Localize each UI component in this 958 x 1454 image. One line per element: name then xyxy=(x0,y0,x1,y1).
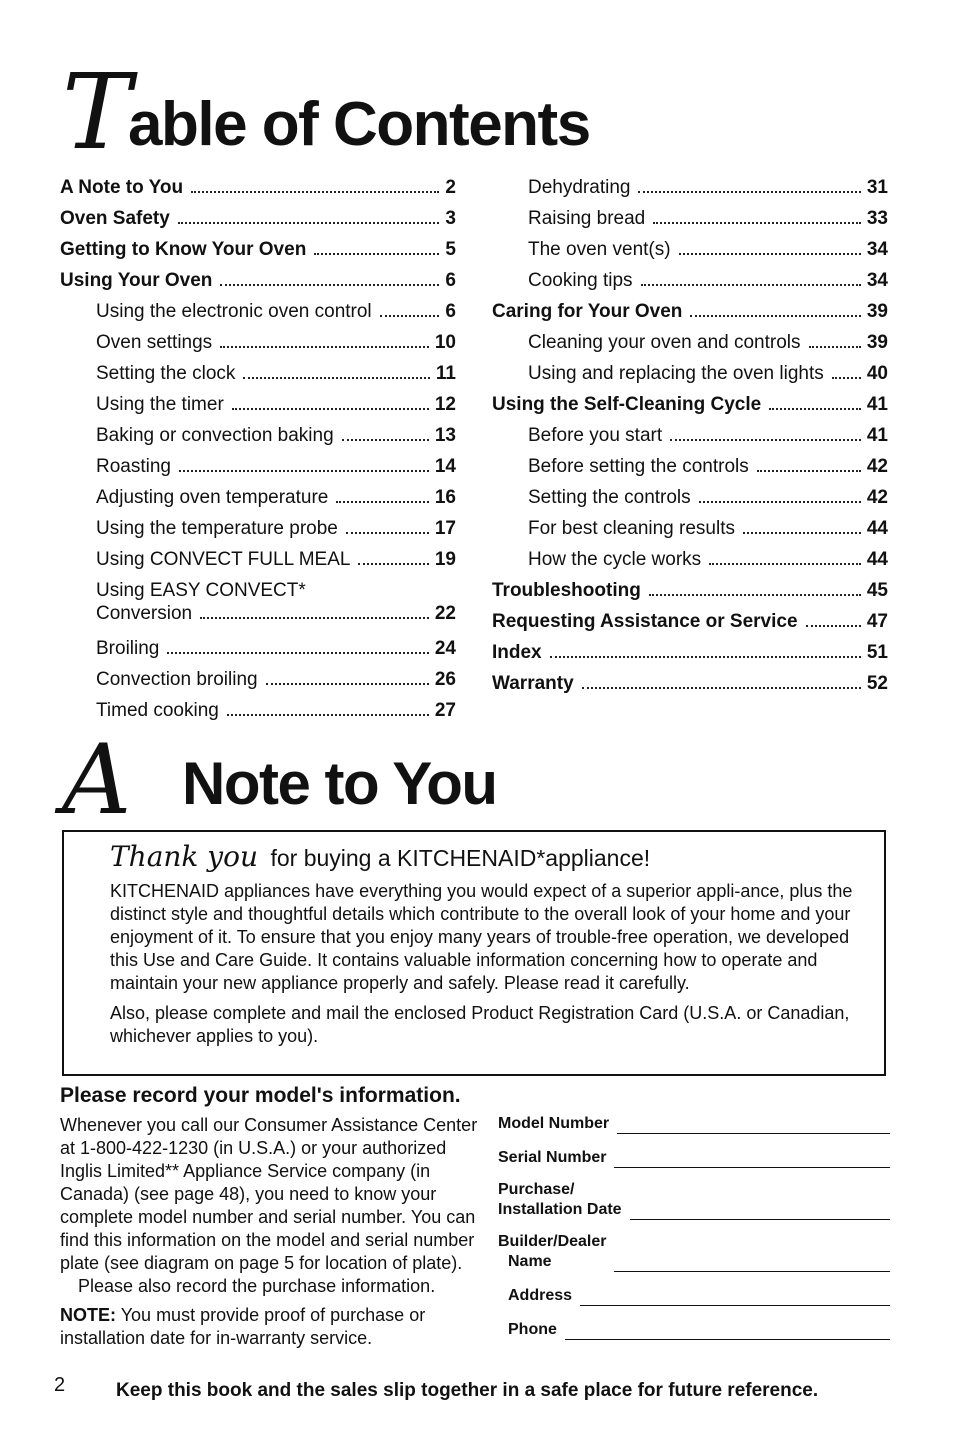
toc-leader-dots xyxy=(809,346,861,348)
toc-entry-label: Dehydrating xyxy=(528,177,631,198)
toc-entry xyxy=(60,296,456,327)
toc-entry-page: 34 xyxy=(866,270,888,291)
toc-entry xyxy=(492,482,888,513)
toc-leader-dots xyxy=(550,656,861,658)
toc-entry-page: 2 xyxy=(445,177,456,198)
thank-you-heading xyxy=(110,840,650,873)
toc-leader-dots xyxy=(380,315,440,317)
toc-leader-dots xyxy=(769,408,861,410)
toc-entry-label: Oven Safety xyxy=(60,208,170,229)
footer-text: Keep this book and the sales slip together in a safe place for future reference. xyxy=(116,1380,819,1401)
phone-field[interactable] xyxy=(498,1320,890,1340)
record-note-label: NOTE: xyxy=(60,1305,116,1325)
toc-entry xyxy=(60,420,456,451)
thank-you-body xyxy=(110,880,854,1055)
address-label: Address xyxy=(508,1287,573,1304)
toc-entry-page: 52 xyxy=(866,673,888,694)
toc-entry-label: Using the Self-Cleaning Cycle xyxy=(492,394,762,415)
address-field[interactable] xyxy=(498,1286,890,1306)
toc-entry xyxy=(492,513,888,544)
builder-label-line2: Name xyxy=(508,1253,552,1270)
note-title-text: Note to You xyxy=(182,750,497,817)
toc-entry xyxy=(60,234,456,265)
toc-entry xyxy=(60,172,456,203)
toc-leader-dots xyxy=(220,346,429,348)
toc-entry xyxy=(492,203,888,234)
toc-leader-dots xyxy=(709,563,861,565)
toc-entry-label: Broiling xyxy=(96,638,160,659)
toc-entry-page: 31 xyxy=(866,177,888,198)
toc-entry xyxy=(492,637,888,668)
thank-you-paragraph-2: Also, please complete and mail the enclosed Product Registration Card (U.S.A. or Canadian, whichever applies to you). xyxy=(110,1003,850,1046)
toc-entry-label: Roasting xyxy=(96,456,171,477)
toc-entry-page: 11 xyxy=(435,363,456,384)
toc-leader-dots xyxy=(358,563,428,565)
toc-leader-dots xyxy=(167,652,428,654)
toc-entry-page: 17 xyxy=(434,518,456,539)
toc-leader-dots xyxy=(679,253,861,255)
toc-entry xyxy=(60,513,456,544)
record-paragraph-2: Please also record the purchase information. xyxy=(78,1276,436,1296)
builder-dealer-line[interactable] xyxy=(614,1253,890,1272)
toc-leader-dots xyxy=(178,222,440,224)
toc-leader-dots xyxy=(832,377,861,379)
toc-entry-page: 19 xyxy=(434,549,456,570)
toc-entry xyxy=(492,296,888,327)
toc-leader-dots xyxy=(690,315,860,317)
model-number-field[interactable] xyxy=(498,1114,890,1134)
toc-entry-page: 41 xyxy=(866,425,888,446)
toc-entry-page: 26 xyxy=(434,669,456,690)
purchase-label-line2: Installation Date xyxy=(498,1201,622,1218)
toc-entry-page: 51 xyxy=(866,642,888,663)
phone-line[interactable] xyxy=(565,1321,890,1340)
toc-entry-page: 44 xyxy=(866,549,888,570)
toc-leader-dots xyxy=(641,284,861,286)
toc-entry-page: 14 xyxy=(434,456,456,477)
toc-entry xyxy=(492,172,888,203)
toc-leader-dots xyxy=(227,714,429,716)
toc-entry xyxy=(492,451,888,482)
toc-entry-label: Baking or convection baking xyxy=(96,425,334,446)
toc-entry xyxy=(60,327,456,358)
toc-leader-dots xyxy=(649,594,861,596)
toc-entry-page: 44 xyxy=(866,518,888,539)
toc-entry xyxy=(492,327,888,358)
toc-entry-page: 12 xyxy=(434,394,456,415)
toc-entry-label: Using Your Oven xyxy=(60,270,213,291)
toc-entry xyxy=(60,265,456,296)
serial-number-label: Serial Number xyxy=(498,1149,607,1166)
toc-entry xyxy=(492,358,888,389)
toc-entry xyxy=(60,544,456,575)
toc-entry-page: 3 xyxy=(445,208,456,229)
record-heading: Please record your model's information. xyxy=(60,1084,461,1107)
record-note-text: You must provide proof of purchase or installation date for in-warranty service. xyxy=(60,1305,426,1348)
toc-entry-page: 42 xyxy=(866,456,888,477)
toc-leader-dots xyxy=(179,470,429,472)
toc-entry-page: 34 xyxy=(866,239,888,260)
toc-entry xyxy=(492,389,888,420)
purchase-date-label xyxy=(498,1180,622,1220)
toc-entry-page: 42 xyxy=(866,487,888,508)
toc-leader-dots xyxy=(314,253,439,255)
toc-leader-dots xyxy=(806,625,861,627)
toc-entry-label: Raising bread xyxy=(528,208,646,229)
toc-leader-dots xyxy=(243,377,429,379)
address-line[interactable] xyxy=(580,1287,890,1306)
toc-entry xyxy=(492,420,888,451)
toc-leader-dots xyxy=(336,501,428,503)
toc-entry-label: Timed cooking xyxy=(96,700,219,721)
toc-entry-label: Adjusting oven temperature xyxy=(96,487,329,508)
toc-entry xyxy=(60,203,456,234)
purchase-label-line1: Purchase/ xyxy=(498,1181,575,1198)
toc-entry-page: 13 xyxy=(434,425,456,446)
toc-leader-dots xyxy=(266,683,429,685)
thank-you-text: for buying a KITCHENAID*appliance! xyxy=(270,845,651,871)
toc-entry xyxy=(492,606,888,637)
toc-leader-dots xyxy=(200,617,429,619)
thank-you-script: Thank you xyxy=(110,840,259,873)
toc-entry-label: Index xyxy=(492,642,542,663)
toc-entry-page: 40 xyxy=(866,363,888,384)
thank-you-box xyxy=(62,830,886,1076)
toc-entry-label-2: Conversion xyxy=(96,603,193,624)
purchase-date-line[interactable] xyxy=(630,1201,890,1220)
toc-entry-page: 24 xyxy=(434,638,456,659)
toc-entry-page: 47 xyxy=(866,611,888,632)
serial-number-field[interactable] xyxy=(498,1148,890,1168)
toc-entry-label: Cleaning your oven and controls xyxy=(528,332,801,353)
toc-entry xyxy=(60,633,456,664)
toc-entry xyxy=(492,265,888,296)
toc-entry xyxy=(60,389,456,420)
toc-entry-label: Getting to Know Your Oven xyxy=(60,239,307,260)
toc-entry-label: Caring for Your Oven xyxy=(492,301,683,322)
toc-entry-label: Before you start xyxy=(528,425,663,446)
toc-entry-label: Setting the clock xyxy=(96,363,236,384)
toc-entry-page: 10 xyxy=(434,332,456,353)
toc-entry-label: For best cleaning results xyxy=(528,518,735,539)
toc-entry xyxy=(60,575,456,633)
toc-entry xyxy=(60,358,456,389)
toc-entry xyxy=(60,695,456,726)
purchase-date-field[interactable] xyxy=(498,1180,890,1220)
toc-entry-page: 39 xyxy=(866,301,888,322)
toc-entry-label: Using the temperature probe xyxy=(96,518,338,539)
toc-entry xyxy=(60,664,456,695)
toc-entry-label: Using the electronic oven control xyxy=(96,301,372,322)
toc-entry-page: 6 xyxy=(445,270,456,291)
model-number-label: Model Number xyxy=(498,1115,610,1132)
toc-entry-label: Using CONVECT FULL MEAL xyxy=(96,549,351,570)
toc-entry-page: 45 xyxy=(866,580,888,601)
toc-leader-dots xyxy=(191,191,439,193)
toc-entry-label: Troubleshooting xyxy=(492,580,641,601)
toc-leader-dots xyxy=(670,439,861,441)
toc-leader-dots xyxy=(653,222,861,224)
toc-entry xyxy=(60,482,456,513)
toc-entry-label: Requesting Assistance or Service xyxy=(492,611,798,632)
toc-entry-label: The oven vent(s) xyxy=(528,239,671,260)
record-paragraph: Whenever you call our Consumer Assistance Center at 1-800-422-1230 (in U.S.A.) or your authorized Inglis Limited** Appliance Service company (in Canada) (see page 48), you need to know your complete model number and serial number. You can find this information on the model and serial number plate (see diagram on page 5 for location of plate). xyxy=(60,1115,478,1273)
thank-you-paragraph-1: KITCHENAID appliances have everything you would expect of a superior appli-ance, plus the distinct style and thoughtful details which contribute to the overall look of your home and your enjoyment of it. To ensure that you enjoy many years of trouble-free operation, we developed this Use and Care Guide. It contains valuable information concerning how to operate and maintain your new appliance properly and safely. Please read it carefully. xyxy=(110,881,853,993)
toc-leader-dots xyxy=(346,532,429,534)
toc-leader-dots xyxy=(743,532,861,534)
toc-entry xyxy=(492,544,888,575)
toc-entry-label: Oven settings xyxy=(96,332,213,353)
toc-entry-page: 27 xyxy=(434,700,456,721)
toc-entry-page: 5 xyxy=(445,239,456,260)
toc-entry-page: 16 xyxy=(434,487,456,508)
toc-entry-label: Before setting the controls xyxy=(528,456,749,477)
toc-title-text: able of Contents xyxy=(128,90,590,159)
phone-label: Phone xyxy=(508,1321,557,1338)
toc-leader-dots xyxy=(638,191,860,193)
toc-entry-label: Using the timer xyxy=(96,394,224,415)
record-note xyxy=(60,1304,480,1350)
toc-entry-label: How the cycle works xyxy=(528,549,702,570)
serial-number-line[interactable] xyxy=(614,1149,890,1168)
toc-entry xyxy=(60,451,456,482)
toc-leader-dots xyxy=(220,284,439,286)
record-body xyxy=(60,1114,480,1350)
toc-entry-page: 41 xyxy=(866,394,888,415)
toc-entry xyxy=(492,668,888,699)
toc-entry-page: 22 xyxy=(434,603,456,624)
toc-leader-dots xyxy=(699,501,861,503)
toc-entry xyxy=(492,234,888,265)
toc-entry-page: 6 xyxy=(445,301,456,322)
toc-entry-page: 39 xyxy=(866,332,888,353)
builder-dealer-field[interactable] xyxy=(498,1232,890,1272)
toc-entry-label: Convection broiling xyxy=(96,669,258,690)
toc-leader-dots xyxy=(757,470,861,472)
note-title-initial: A xyxy=(62,724,132,836)
toc-entry-label: Using EASY CONVECT* xyxy=(96,580,306,601)
builder-label-line1: Builder/Dealer xyxy=(498,1233,607,1250)
toc-entry-label: Cooking tips xyxy=(528,270,633,291)
toc-entry-label: A Note to You xyxy=(60,177,184,198)
toc-leader-dots xyxy=(232,408,429,410)
toc-leader-dots xyxy=(582,687,861,689)
toc-right-column xyxy=(492,172,888,699)
toc-title-initial: T xyxy=(62,51,132,173)
toc-leader-dots xyxy=(342,439,429,441)
model-number-line[interactable] xyxy=(617,1115,890,1134)
builder-dealer-label xyxy=(498,1232,606,1272)
toc-entry xyxy=(492,575,888,606)
toc-entry-page: 33 xyxy=(866,208,888,229)
toc-left-column xyxy=(60,172,456,726)
toc-entry-label: Setting the controls xyxy=(528,487,691,508)
toc-entry-label: Warranty xyxy=(492,673,574,694)
toc-entry-label: Using and replacing the oven lights xyxy=(528,363,824,384)
page-number: 2 xyxy=(54,1374,66,1396)
